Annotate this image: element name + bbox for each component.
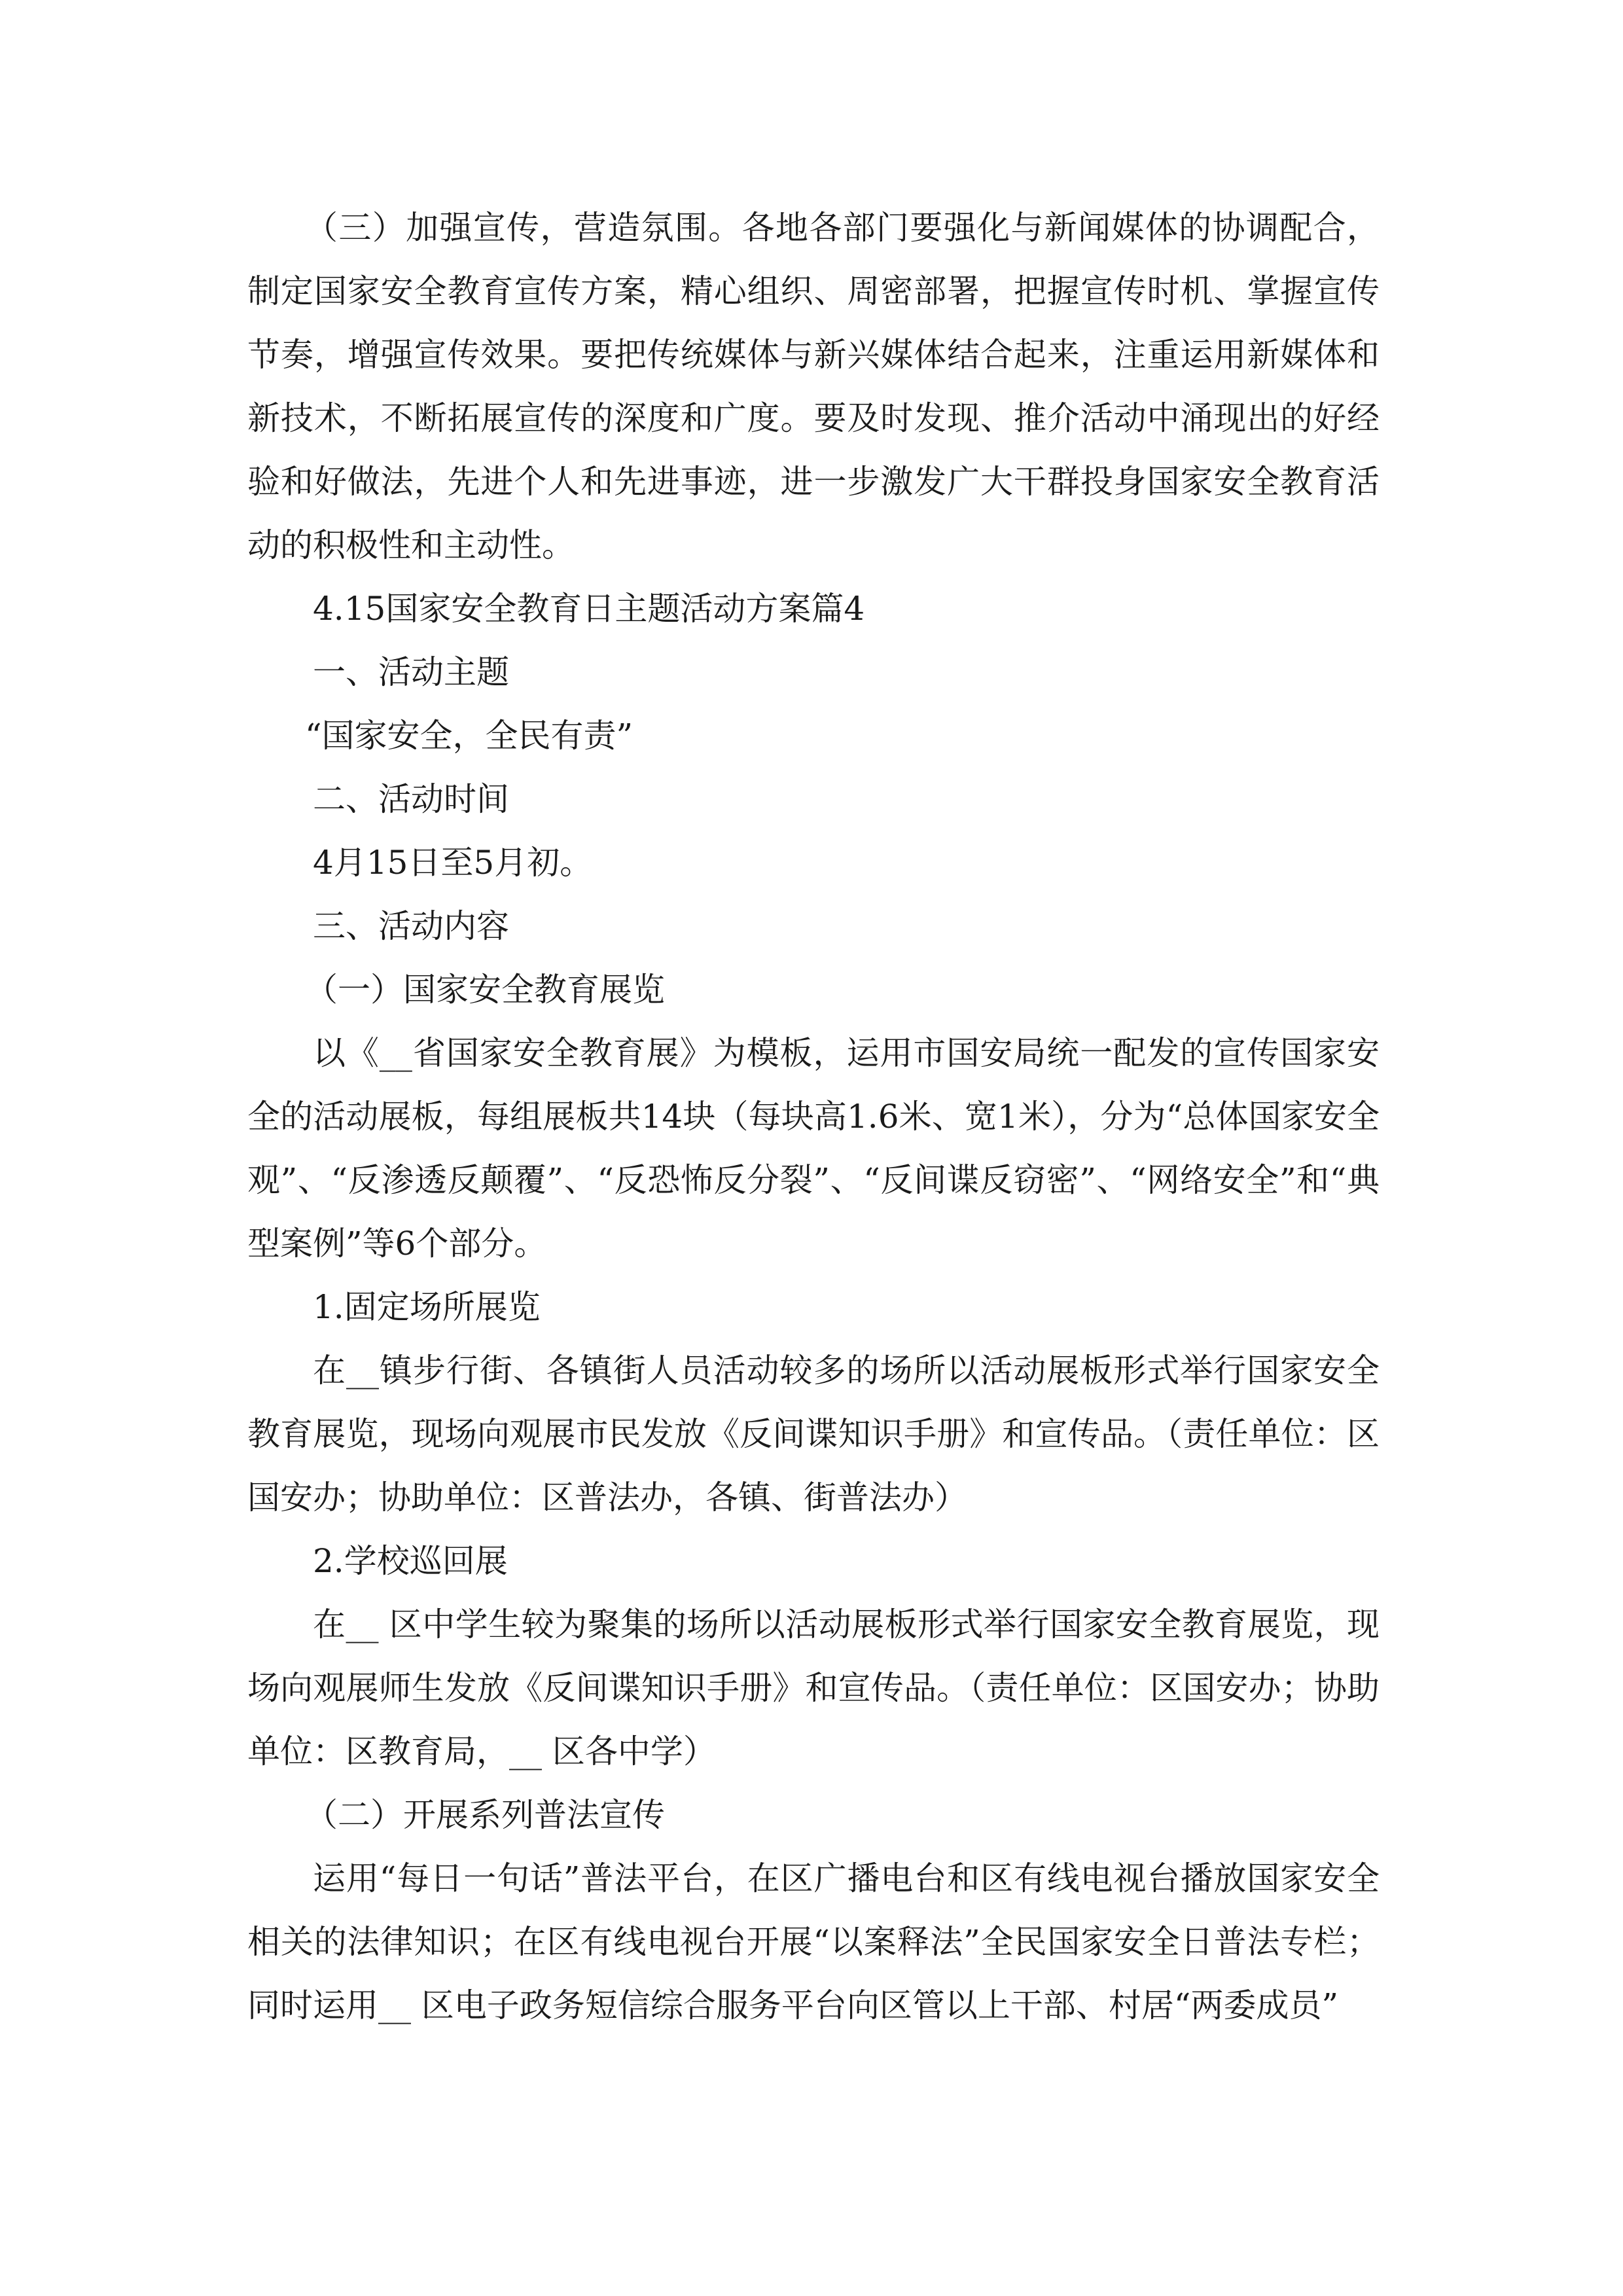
subheading-legal-publicity: （二）开展系列普法宣传	[305, 1796, 665, 1834]
paragraph-school-tour: 在__ 区中学生较为聚集的场所以活动展板形式举行国家安全教育展览，现场向观展师生发放《反间谍知识手册》和宣传品。（责任单位：区国安办；协助单位：区教育局，__ 区各中学）	[247, 1605, 1380, 1770]
paragraph-exhibition-boards: 以《__省国家安全教育展》为模板，运用市国安局统一配发的宣传国家安全的活动展板，每组展板共14块（每块高1.6米、宽1米），分为“总体国家安全观”、“反渗透反颠覆”、“反恐怖反分裂”、“反间谍反窃密”、“网络安全”和“典型案例”等6个部分。	[247, 1034, 1380, 1263]
heading-activity-time: 二、活动时间	[313, 780, 509, 818]
heading-activity-theme: 一、活动主题	[313, 653, 509, 691]
activity-theme-slogan: “国家安全，全民有责”	[305, 717, 633, 755]
item-school-tour-exhibition: 2.学校巡回展	[313, 1542, 508, 1580]
subheading-exhibition: （一）国家安全教育展览	[305, 971, 665, 1009]
document-page	[247, 196, 1380, 2037]
paragraph-fixed-venue: 在__镇步行街、各镇街人员活动较多的场所以活动展板形式举行国家安全教育展览，现场向观展市民发放《反间谍知识手册》和宣传品。（责任单位：区国安办；协助单位：区普法办，各镇、街普法办）	[247, 1352, 1380, 1516]
paragraph-publicity-measures: （三）加强宣传，营造氛围。各地各部门要强化与新闻媒体的协调配合，制定国家安全教育宣传方案，精心组织、周密部署，把握宣传时机、掌握宣传节奏，增强宣传效果。要把传统媒体与新兴媒体结合起来，注重运用新媒体和新技术，不断拓展宣传的深度和广度。要及时发现、推介活动中涌现出的好经验和好做法，先进个人和先进事迹，进一步激发广大干群投身国家安全教育活动的积极性和主动性。	[247, 209, 1380, 564]
item-fixed-venue-exhibition: 1.固定场所展览	[313, 1288, 541, 1326]
activity-time-value: 4月15日至5月初。	[313, 844, 593, 882]
paragraph-legal-publicity: 运用“每日一句话”普法平台，在区广播电台和区有线电视台播放国家安全相关的法律知识；在区有线电视台开展“以案释法”全民国家安全日普法专栏；同时运用__ 区电子政务短信综合服务平台向区管以上干部、村居“两委成员”	[247, 1859, 1380, 2024]
section-title-plan-4: 4.15国家安全教育日主题活动方案篇4	[313, 590, 865, 628]
heading-activity-content: 三、活动内容	[313, 907, 509, 945]
